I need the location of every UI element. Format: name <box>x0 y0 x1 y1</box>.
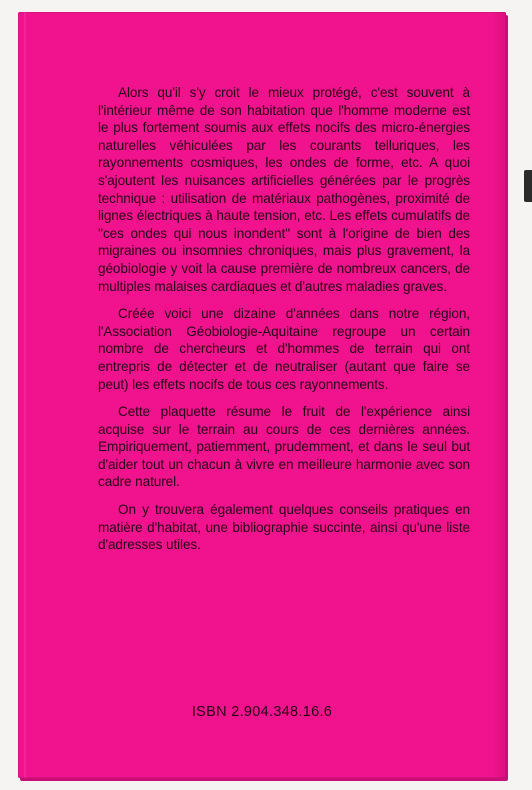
paragraph-contents: On y trouvera également quelques conseils pratiques en matière d'habitat, une bibliographie succinte, ainsi qu'une liste d'adresses utiles. <box>98 502 470 553</box>
isbn-number: ISBN 2.904.348.16.6 <box>191 704 333 720</box>
cover-crease <box>24 12 26 778</box>
binder-clip <box>524 170 532 202</box>
spine-shadow <box>492 12 506 778</box>
paragraph-intro: Alors qu'il s'y croit le mieux protégé, c'est souvent à l'intérieur même de son habitation que l'homme moderne est le plus fortement soumis aux effets nocifs des micro-énergies naturelles véhiculées par les courants telluriques, les rayonnements cosmiques, les ondes de forme, etc. A quoi s'ajoutent les nuisances artificielles générées par le progrès technique : utilisation de matériaux pathogènes, proximité de lignes électriques à haute tension, etc. Les effets cumulatifs de ''ces ondes qui nous inondent'' sont à l'origine de bien des migraines ou insomnies chroniques, mais plus gravement, la géobiologie y voit la cause première de nombreux cancers, de multiples malaises cardiaques et d'autres maladies graves. <box>98 85 470 294</box>
blurb-text <box>98 84 470 564</box>
paragraph-association: Créée voici une dizaine d'années dans notre région, l'Association Géobiologie-Aquitaine regroupe un certain nombre de chercheurs et d'hommes de terrain qui ont entrepris de détecter et de neutraliser (autant que faire se peut) les effets nocifs de tous ces rayonnements. <box>98 306 470 392</box>
paragraph-summary: Cette plaquette résume le fruit de l'expérience ainsi acquise sur le terrain au cours de ces dernières années. Empiriquement, patiemment, prudemment, et dans le seul but d'aider tout un chacun à vivre en meilleure harmonie avec son cadre naturel. <box>98 404 470 490</box>
back-cover <box>18 12 506 778</box>
